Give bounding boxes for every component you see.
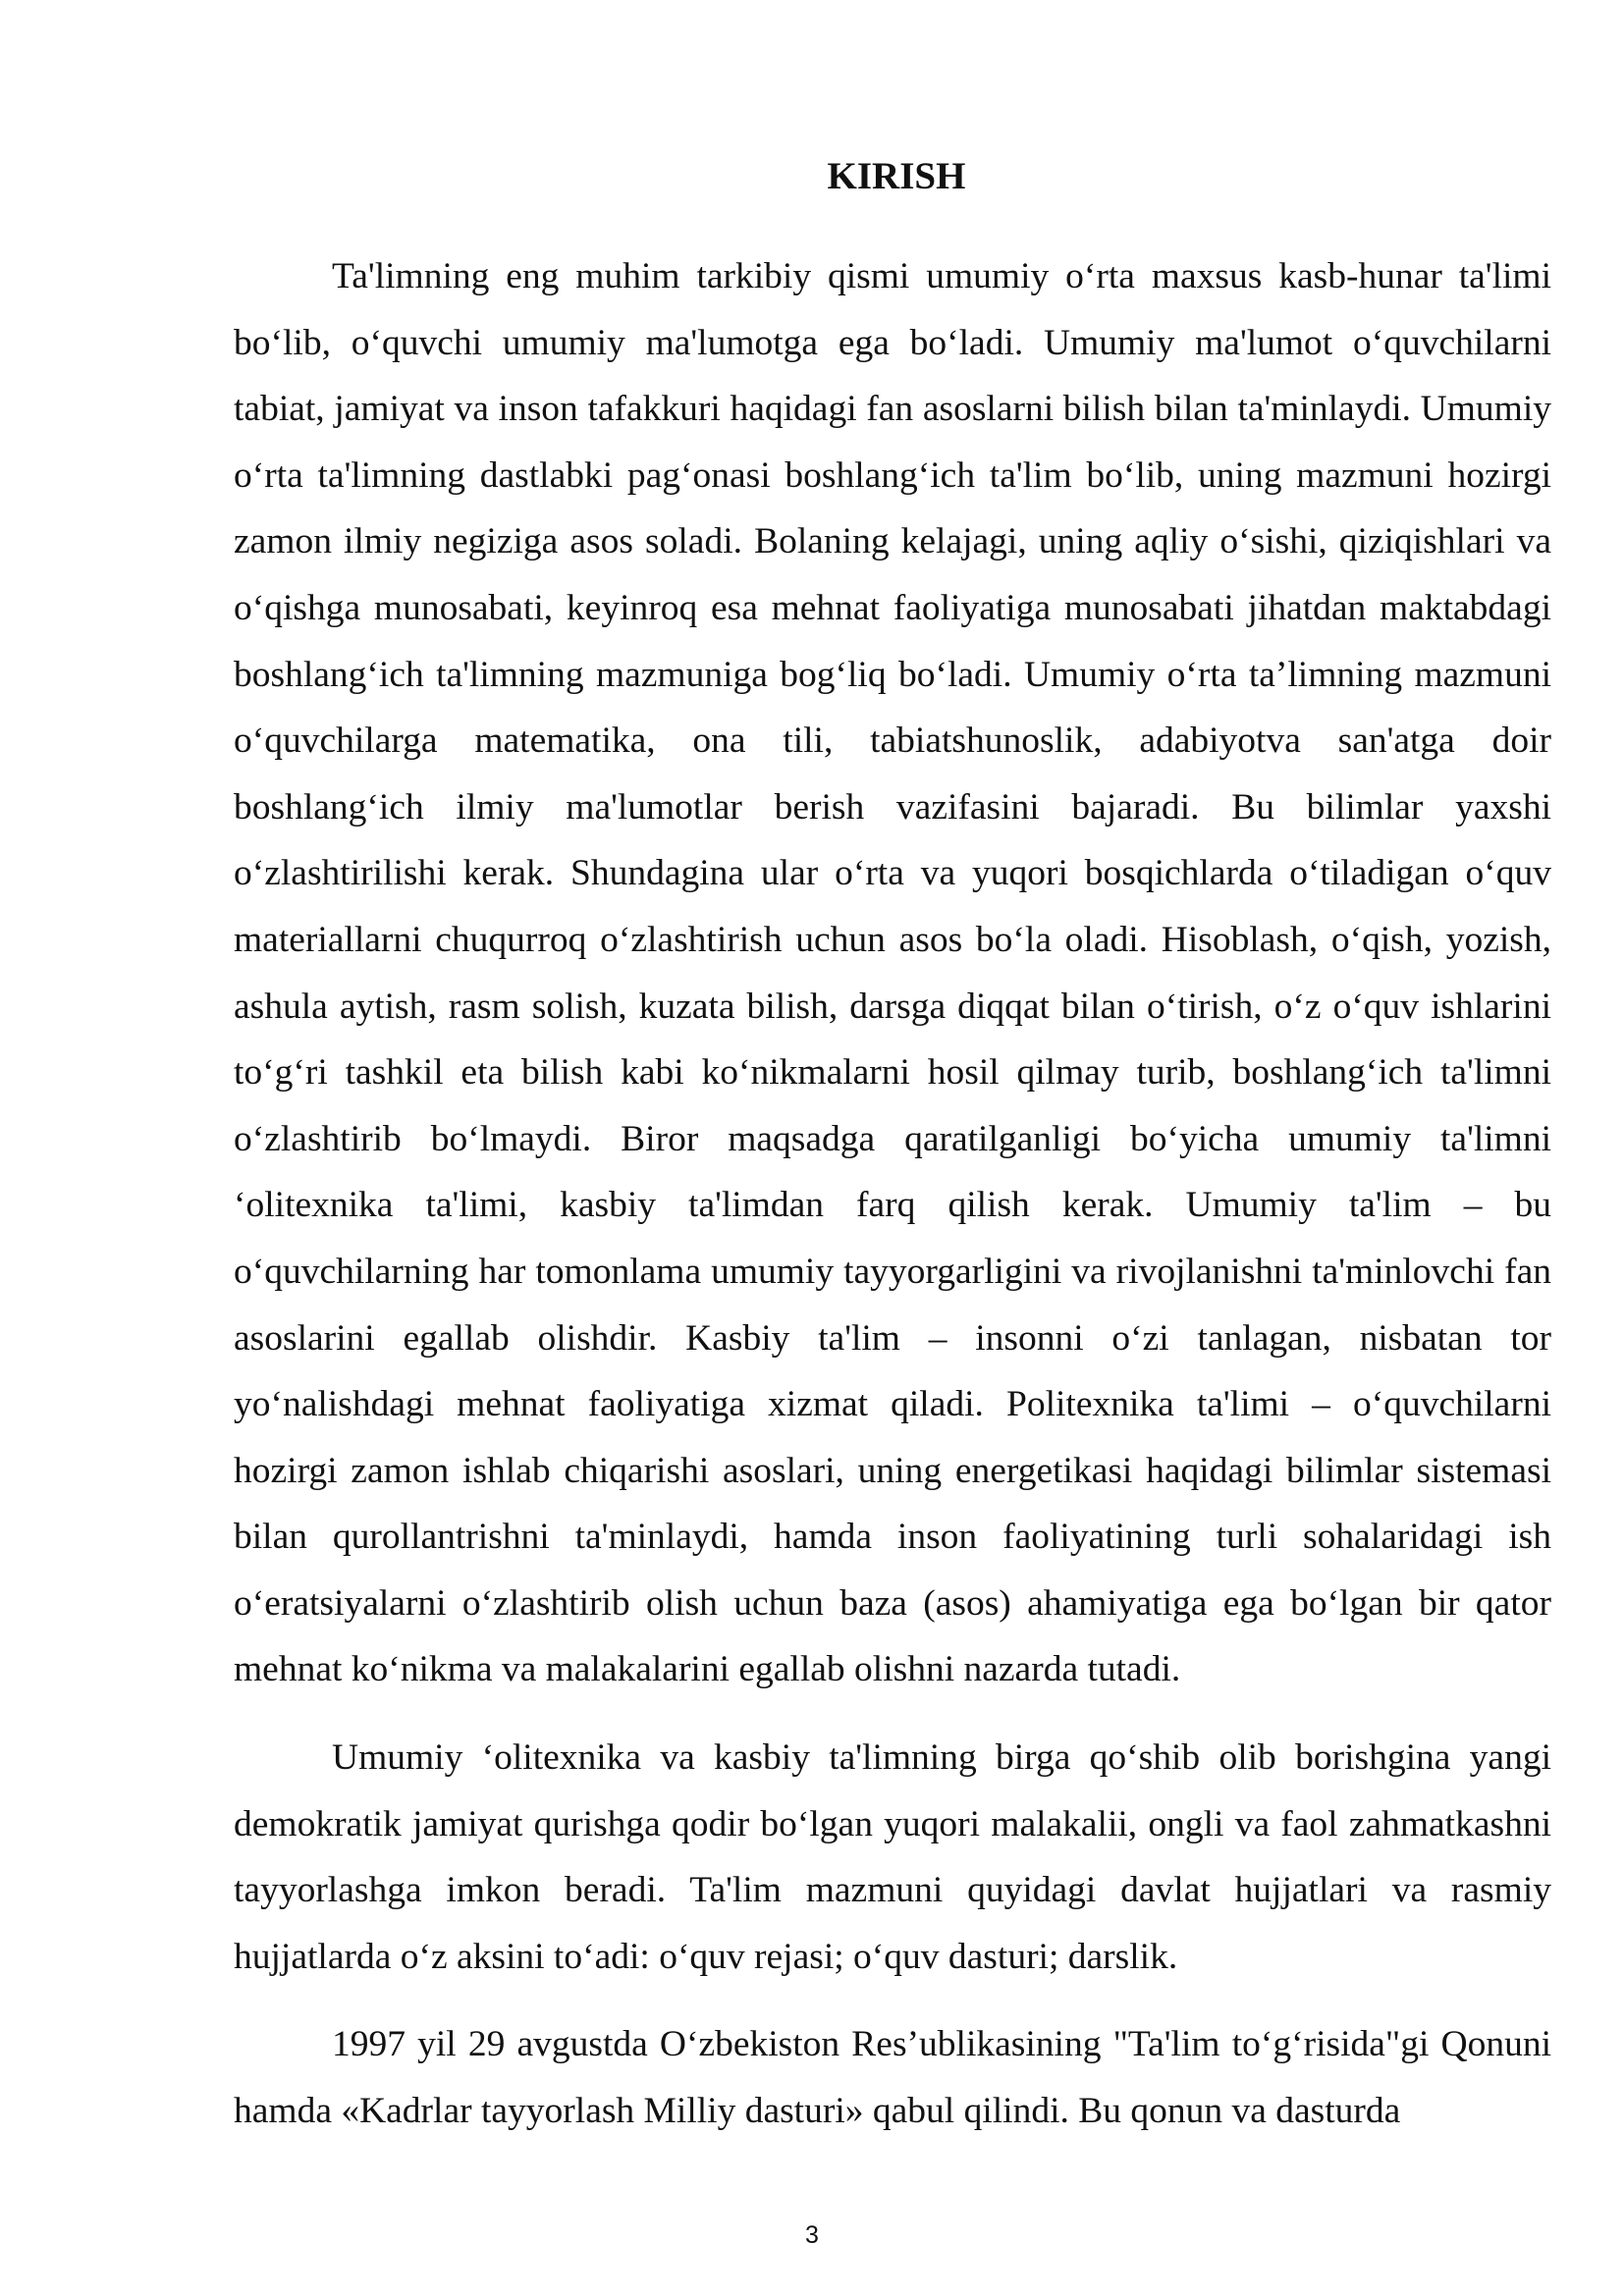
paragraph-polytechnic: Umumiy ‘olitexnika va kasbiy ta'limning birga qo‘shib olib borishgina yangi demokratik jamiyat qurishga qodir bo‘lgan yuqori malakalii, ongli va faol zahmatkashni tayyorlashga imkon beradi. Ta'lim mazmuni quyidagi davlat hujjatlari va rasmiy hujjatlarda o‘z aksini to‘adi: o‘quv rejasi; o‘quv dasturi; darslik. bbox=[234, 1737, 1551, 1977]
paragraph-intro: Ta'limning eng muhim tarkibiy qismi umumiy o‘rta maxsus kasb-hunar ta'limi bo‘lib, o‘quvchi umumiy ma'lumotga ega bo‘ladi. Umumiy ma'lumot o‘quvchilarni tabiat, jamiyat va inson tafakkuri haqidagi fan asoslarni bilish bilan ta'minlaydi. Umumiy o‘rta ta'limning dastlabki pag‘onasi boshlang‘ich ta'lim bo‘lib, uning mazmuni hozirgi zamon ilmiy negiziga asos soladi. Bolaning kelajagi, uning aqliy o‘sishi, qiziqishlari va o‘qishga munosabati, keyinroq esa mehnat faoliyatiga munosabati jihatdan maktabdagi boshlang‘ich ta'limning mazmuniga bog‘liq bo‘ladi. Umumiy o‘rta ta’limning mazmuni o‘quvchilarga matematika, ona tili, tabiatshunoslik, adabiyotva san'atga doir boshlang‘ich ilmiy ma'lumotlar berish vazifasini bajaradi. Bu bilimlar yaxshi o‘zlashtirilishi kerak. Shundagina ular o‘rta va yuqori bosqichlarda o‘tiladigan o‘quv materiallarni chuqurroq o‘zlashtirish uchun asos bo‘la oladi. Hisoblash, o‘qish, yozish, ashula aytish, rasm solish, kuzata bilish, darsga diqqat bilan o‘tirish, o‘z o‘quv ishlarini to‘g‘ri tashkil eta bilish kabi ko‘nikmalarni hosil qilmay turib, boshlang‘ich ta'limni o‘zlashtirib bo‘lmaydi. Biror maqsadga qaratilganligi bo‘yicha umumiy ta'limni ‘olitexnika ta'limi, kasbiy ta'limdan farq qilish kerak. Umumiy ta'lim – bu o‘quvchilarning har tomonlama umumiy tayyorgarligini va rivojlanishni ta'minlovchi fan asoslarini egallab olishdir. Kasbiy ta'lim – insonni o‘zi tanlagan, nisbatan tor yo‘nalishdagi mehnat faoliyatiga xizmat qiladi. Politexnika ta'limi – o‘quvchilarni hozirgi zamon ishlab chiqarishi asoslari, uning energetikasi haqidagi bilimlar sistemasi bilan qurollantrishni ta'minlaydi, hamda inson faoliyatining turli sohalaridagi ish o‘eratsiyalarni o‘zlashtirib olish uchun baza (asos) ahamiyatiga ega bo‘lgan bir qator mehnat ko‘nikma va malakalarini egallab olishni nazarda tutadi. bbox=[234, 256, 1551, 1690]
body-text bbox=[234, 243, 1551, 2145]
paragraph-law-1997: 1997 yil 29 avgustda O‘zbekiston Res’ublikasining "Ta'lim to‘g‘risida"gi Qonuni hamda «Kadrlar tayyorlash Milliy dasturi» qabul qilindi. Bu qonun va dasturda bbox=[234, 2024, 1551, 2132]
page-number: 3 bbox=[805, 2221, 819, 2249]
section-heading: KIRISH bbox=[827, 155, 966, 197]
